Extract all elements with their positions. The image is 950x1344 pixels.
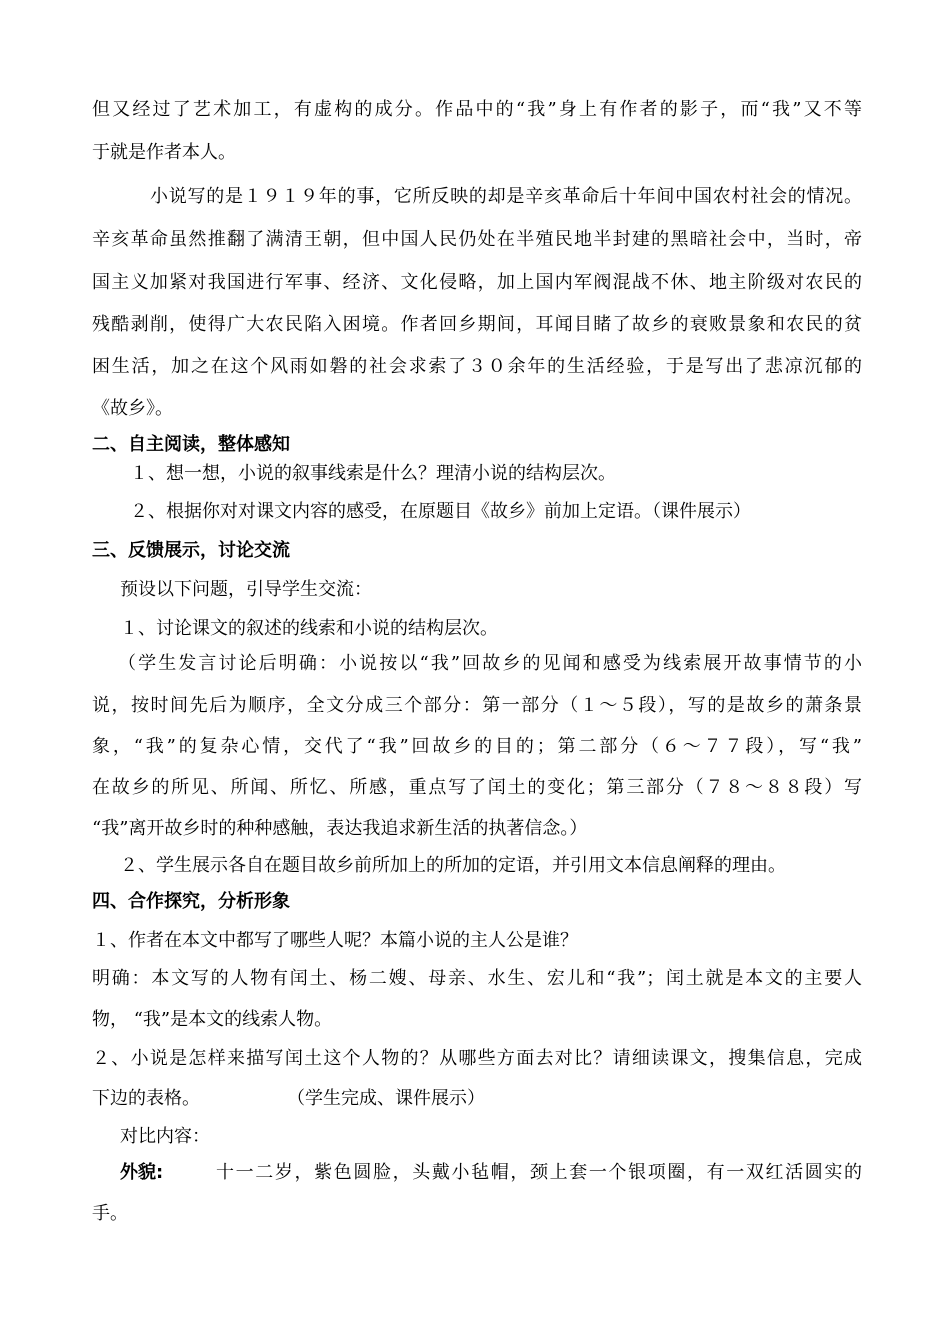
paragraph-line: 国主义加紧对我国进行军事、经济、文化侵略，加上国内军阀混战不休、地主阶级对农民的 [92, 272, 862, 293]
paragraph-line: 残酷剥削，使得广大农民陷入困境。作者回乡期间，耳闻目睹了故乡的衰败景象和农民的贫 [92, 314, 862, 335]
paragraph-line: 说，按时间先后为顺序，全文分成三个部分：第一部分（１～５段），写的是故乡的萧条景 [92, 695, 862, 716]
paragraph-line: 于就是作者本人。 [92, 142, 236, 163]
paragraph-line: １、讨论课文的叙述的线索和小说的结构层次。 [120, 618, 498, 639]
paragraph-note: （学生完成、课件展示） [287, 1088, 485, 1109]
paragraph-line: 象，“我”的复杂心情，交代了“我”回故乡的目的；第二部分（６～７７段），写“我” [92, 736, 862, 757]
paragraph-line: 十一二岁，紫色圆脸，头戴小毡帽，颈上套一个银项圈，有一双红活圆实的 [216, 1162, 862, 1183]
paragraph-line: 预设以下问题，引导学生交流： [120, 579, 372, 600]
paragraph-line: １、想一想，小说的叙事线索是什么？理清小说的结构层次。 [130, 463, 616, 484]
paragraph-line: 《故乡》。 [92, 398, 173, 419]
section-heading: 四、合作探究，分析形象 [92, 891, 290, 912]
appearance-label: 外貌: [120, 1162, 164, 1183]
paragraph-line: 对比内容： [120, 1126, 210, 1147]
paragraph-line: ２、根据你对对课文内容的感受，在原题目《故乡》前加上定语。（课件展示） [130, 501, 751, 522]
paragraph-line: 辛亥革命虽然推翻了满清王朝，但中国人民仍处在半殖民地半封建的黑暗社会中，当时，帝 [92, 229, 862, 250]
paragraph-line: 困生活，加之在这个风雨如磐的社会求索了３０余年的生活经验，于是写出了悲凉沉郁的 [92, 356, 862, 377]
paragraph-line: 手。 [92, 1203, 128, 1224]
paragraph-line: 但又经过了艺术加工，有虚构的成分。作品中的“我”身上有作者的影子，而“我”又不等 [92, 99, 862, 120]
paragraph-line: （学生发言讨论后明确：小说按以“我”回故乡的见闻和感受为线索展开故事情节的小 [118, 653, 862, 674]
section-heading: 三、反馈展示，讨论交流 [92, 540, 290, 561]
paragraph-line: 明确：本文写的人物有闰土、杨二嫂、母亲、水生、宏儿和“我”；闰土就是本文的主要人 [92, 968, 862, 989]
paragraph-line: 下边的表格。 [92, 1088, 200, 1109]
paragraph-line: ２、小说是怎样来描写闰土这个人物的？从哪些方面去对比？请细读课文，搜集信息，完成 [92, 1048, 862, 1069]
paragraph-line: １、作者在本文中都写了哪些人呢？本篇小说的主人公是谁？ [92, 930, 578, 951]
paragraph-line: “我”离开故乡时的种种感触，表达我追求新生活的执著信念。） [92, 818, 588, 839]
paragraph-line: 小说写的是１９１９年的事，它所反映的却是辛亥革命后十年间中国农村社会的情况。 [150, 186, 862, 207]
section-heading: 二、自主阅读，整体感知 [92, 434, 290, 455]
paragraph-line: 物， “我”是本文的线索人物。 [92, 1009, 333, 1030]
paragraph-line: 在故乡的所见、所闻、所忆、所感，重点写了闰土的变化；第三部分（７８～８８段）写 [92, 777, 862, 798]
paragraph-line: ２、学生展示各自在题目故乡前所加上的所加的定语，并引用文本信息阐释的理由。 [120, 855, 786, 876]
